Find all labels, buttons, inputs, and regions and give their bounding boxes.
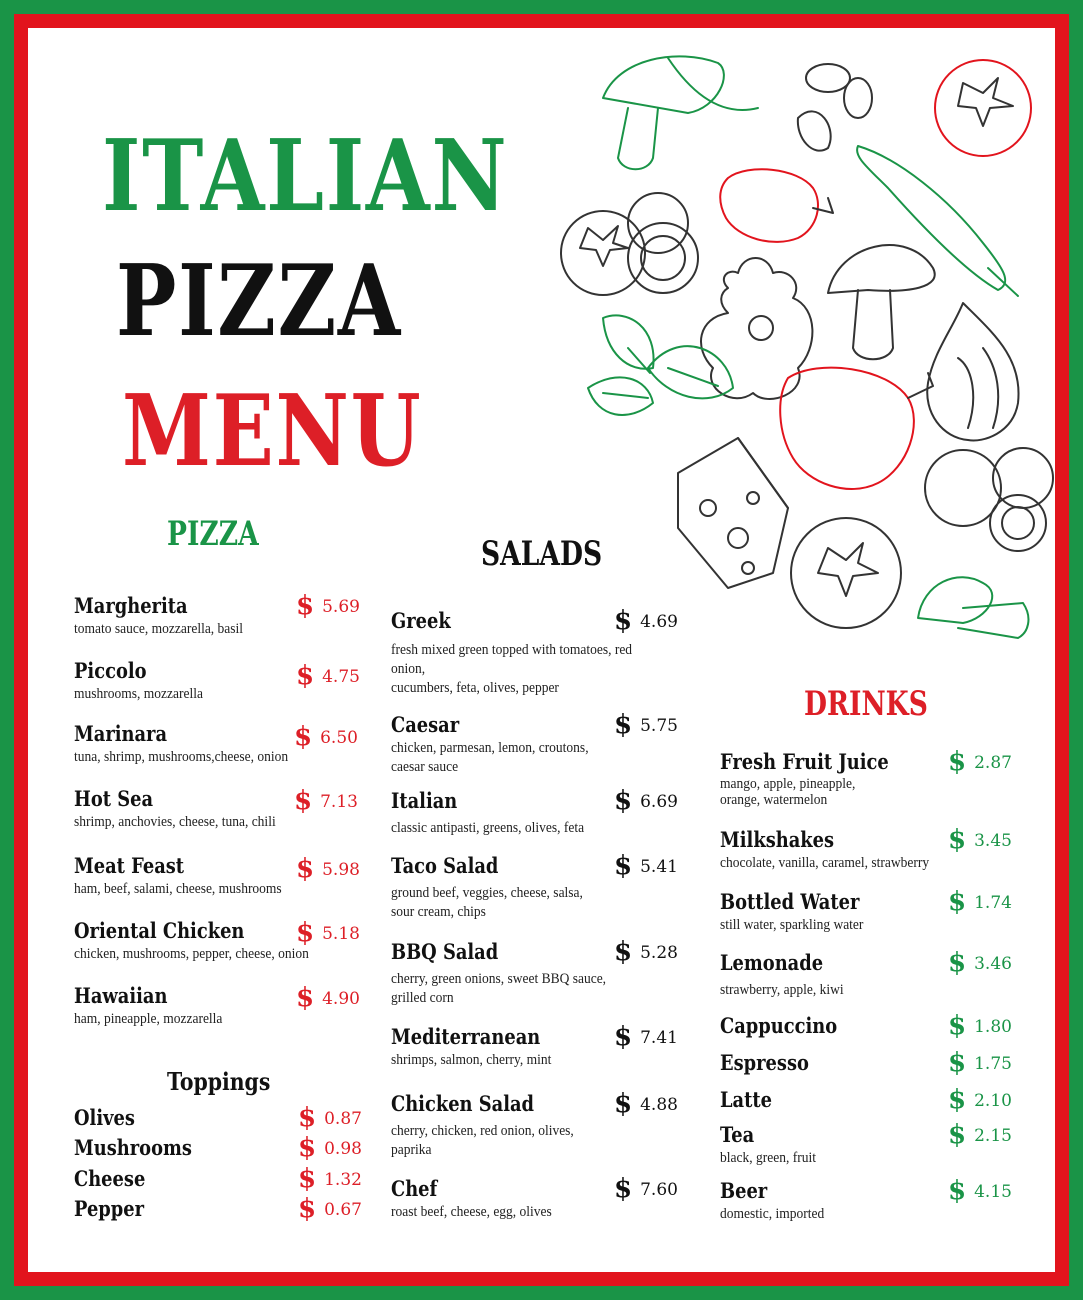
item-desc: tuna, shrimp, mushrooms,cheese, onion — [74, 749, 289, 765]
item-desc: still water, sparkling water — [720, 917, 864, 933]
currency-symbol: $ — [296, 661, 315, 691]
item-price — [948, 825, 1012, 855]
price-value: 2.87 — [974, 753, 1012, 773]
item-name: Chicken Salad — [391, 1091, 535, 1116]
price-value: 6.69 — [640, 792, 678, 812]
currency-symbol: $ — [298, 1164, 317, 1194]
item-name: Tea — [720, 1122, 755, 1147]
list-item — [720, 1051, 825, 1075]
item-name: Italian — [391, 788, 458, 813]
price-value: 7.41 — [640, 1028, 678, 1048]
price-value: 1.75 — [974, 1054, 1012, 1074]
item-desc: mango, apple, pineapple, orange, watermelon — [720, 776, 856, 808]
currency-symbol: $ — [948, 747, 967, 777]
item-price — [614, 1174, 678, 1204]
price-value: 3.45 — [974, 831, 1012, 851]
price-value: 0.87 — [324, 1109, 362, 1129]
item-price — [294, 786, 358, 816]
currency-symbol: $ — [294, 722, 313, 752]
mushroom-icon — [918, 577, 1028, 638]
list-item — [391, 1025, 569, 1070]
price-value: 2.15 — [974, 1126, 1012, 1146]
item-desc: classic antipasti, greens, olives, feta — [391, 820, 585, 836]
item-name: Greek — [391, 608, 451, 633]
list-item — [74, 594, 262, 639]
toppings-heading: Toppings — [167, 1067, 271, 1096]
price-value: 7.13 — [320, 792, 358, 812]
price-value: 5.18 — [322, 924, 360, 944]
pizza-heading: PIZZA — [167, 514, 259, 554]
item-price — [614, 710, 678, 740]
item-name: Bottled Water — [720, 889, 860, 914]
list-item — [391, 854, 604, 922]
currency-symbol: $ — [298, 1194, 317, 1224]
price-value: 5.28 — [640, 943, 678, 963]
currency-symbol: $ — [614, 1174, 633, 1204]
title-italian: ITALIAN — [102, 119, 509, 234]
onion-icon — [927, 303, 1018, 441]
tomato-icon — [561, 193, 698, 295]
price-value: 3.46 — [974, 954, 1012, 974]
item-desc: black, green, fruit — [720, 1150, 816, 1166]
item-name: Fresh Fruit Juice — [720, 749, 889, 774]
currency-symbol: $ — [614, 937, 633, 967]
currency-symbol: $ — [296, 854, 315, 884]
price-value: 4.15 — [974, 1182, 1012, 1202]
item-name: Marinara — [74, 721, 168, 746]
item-price — [296, 918, 360, 948]
list-item — [720, 1123, 827, 1168]
mushroom-icon — [828, 245, 935, 359]
price-value: 6.50 — [320, 728, 358, 748]
currency-symbol: $ — [294, 786, 313, 816]
item-name: Cappuccino — [720, 1013, 838, 1038]
list-item — [74, 984, 239, 1029]
currency-symbol: $ — [948, 1120, 967, 1150]
item-desc: tomato sauce, mozzarella, basil — [74, 621, 244, 637]
currency-symbol: $ — [948, 948, 967, 978]
item-desc: ground beef, veggies, cheese, salsa, sour cream, chips — [391, 885, 583, 920]
item-desc: shrimps, salmon, cherry, mint — [391, 1052, 552, 1068]
list-item — [720, 828, 952, 873]
item-price — [298, 1103, 362, 1133]
tomato-icon — [925, 448, 1053, 551]
item-price — [948, 887, 1012, 917]
item-price — [298, 1133, 362, 1163]
item-desc: cherry, green onions, sweet BBQ sauce, grilled corn — [391, 971, 607, 1006]
title-menu: MENU — [122, 374, 423, 489]
list-item — [720, 1179, 836, 1224]
currency-symbol: $ — [948, 1085, 967, 1115]
item-name: Cheese — [74, 1166, 146, 1191]
chili-icon — [857, 146, 1018, 296]
list-item — [74, 1197, 156, 1221]
currency-symbol: $ — [296, 918, 315, 948]
currency-symbol: $ — [614, 1089, 633, 1119]
item-name: Chef — [391, 1176, 438, 1201]
item-desc: fresh mixed green topped with tomatoes, red onion, cucumbers, feta, olives, pepper — [391, 642, 633, 696]
item-price — [614, 786, 678, 816]
list-item — [720, 951, 857, 1000]
list-item — [720, 1014, 858, 1038]
item-price — [614, 606, 678, 636]
item-name: BBQ Salad — [391, 939, 499, 964]
tomato-icon — [791, 518, 901, 628]
currency-symbol: $ — [948, 1011, 967, 1041]
currency-symbol: $ — [948, 887, 967, 917]
pepper-icon — [780, 368, 933, 489]
garlic-icon — [701, 258, 812, 399]
currency-symbol: $ — [948, 1176, 967, 1206]
price-value: 2.10 — [974, 1091, 1012, 1111]
item-name: Piccolo — [74, 658, 147, 683]
list-item — [391, 940, 630, 1008]
price-value: 5.69 — [322, 597, 360, 617]
menu-page — [28, 28, 1055, 1272]
tomato-icon — [935, 60, 1031, 156]
item-name: Mushrooms — [74, 1135, 192, 1160]
price-value: 4.75 — [322, 667, 360, 687]
item-name: Meat Feast — [74, 853, 185, 878]
price-value: 1.32 — [324, 1170, 362, 1190]
list-item — [74, 854, 305, 899]
pepper-icon — [720, 169, 833, 242]
currency-symbol: $ — [614, 606, 633, 636]
item-name: Margherita — [74, 593, 188, 618]
price-value: 7.60 — [640, 1180, 678, 1200]
item-name: Beer — [720, 1178, 768, 1203]
list-item — [74, 659, 217, 704]
item-name: Espresso — [720, 1050, 809, 1075]
price-value: 5.41 — [640, 857, 678, 877]
item-name: Taco Salad — [391, 853, 499, 878]
item-price — [614, 851, 678, 881]
olive-icon — [798, 64, 872, 151]
item-price — [948, 1176, 1012, 1206]
salads-heading: SALADS — [481, 534, 603, 574]
list-item — [720, 750, 919, 808]
item-price — [948, 1120, 1012, 1150]
price-value: 4.90 — [322, 989, 360, 1009]
currency-symbol: $ — [298, 1103, 317, 1133]
item-price — [298, 1194, 362, 1224]
item-price — [614, 1089, 678, 1119]
item-desc: cherry, chicken, red onion, olives, paprika — [391, 1123, 574, 1158]
item-name: Mediterranean — [391, 1024, 541, 1049]
currency-symbol: $ — [296, 591, 315, 621]
item-desc: ham, beef, salami, cheese, mushrooms — [74, 881, 282, 897]
list-item — [74, 787, 298, 832]
item-price — [614, 937, 678, 967]
price-value: 0.98 — [324, 1139, 362, 1159]
item-price — [948, 1011, 1012, 1041]
list-item — [391, 789, 606, 838]
currency-symbol: $ — [296, 983, 315, 1013]
list-item — [74, 1167, 158, 1191]
item-desc: roast beef, cheese, egg, olives — [391, 1204, 552, 1220]
price-value: 1.80 — [974, 1017, 1012, 1037]
list-item — [391, 1177, 570, 1222]
item-price — [296, 661, 360, 691]
list-item — [74, 1136, 213, 1160]
item-price — [614, 1022, 678, 1052]
item-price — [296, 591, 360, 621]
cheese-icon — [678, 438, 788, 588]
item-name: Hawaiian — [74, 983, 168, 1008]
mushroom-icon — [603, 56, 724, 169]
item-desc: domestic, imported — [720, 1206, 825, 1222]
item-name: Lemonade — [720, 950, 824, 975]
list-item — [720, 890, 884, 935]
item-name: Pepper — [74, 1196, 145, 1221]
drinks-heading: DRINKS — [804, 684, 928, 724]
item-name: Oriental Chicken — [74, 918, 245, 943]
currency-symbol: $ — [614, 786, 633, 816]
item-price — [298, 1164, 362, 1194]
item-desc: chicken, mushrooms, pepper, cheese, onion — [74, 946, 309, 962]
item-price — [948, 747, 1012, 777]
currency-symbol: $ — [948, 825, 967, 855]
item-desc: chicken, parmesan, lemon, croutons, caesar sauce — [391, 740, 589, 775]
list-item — [720, 1088, 781, 1112]
item-price — [948, 1048, 1012, 1078]
price-value: 4.88 — [640, 1095, 678, 1115]
item-price — [294, 722, 358, 752]
item-price — [296, 983, 360, 1013]
list-item — [391, 1092, 594, 1160]
item-desc: chocolate, vanilla, caramel, strawberry — [720, 855, 930, 871]
item-name: Milkshakes — [720, 827, 835, 852]
item-price — [948, 1085, 1012, 1115]
price-value: 5.75 — [640, 716, 678, 736]
item-desc: ham, pineapple, mozzarella — [74, 1011, 223, 1027]
title-pizza: PIZZA — [116, 244, 402, 359]
price-value: 1.74 — [974, 893, 1012, 913]
item-name: Latte — [720, 1087, 772, 1112]
price-value: 5.98 — [322, 860, 360, 880]
list-item — [74, 1106, 146, 1130]
list-item — [391, 713, 611, 777]
currency-symbol: $ — [614, 851, 633, 881]
price-value: 0.67 — [324, 1200, 362, 1220]
currency-symbol: $ — [948, 1048, 967, 1078]
item-name: Hot Sea — [74, 786, 154, 811]
price-value: 4.69 — [640, 612, 678, 632]
list-item — [74, 722, 312, 767]
item-name: Caesar — [391, 712, 460, 737]
mushroom-icon — [668, 58, 758, 110]
item-desc: shrimp, anchovies, cheese, tuna, chili — [74, 814, 276, 830]
item-desc: mushrooms, mozzarella — [74, 686, 203, 702]
item-price — [296, 854, 360, 884]
currency-symbol: $ — [614, 710, 633, 740]
currency-symbol: $ — [298, 1133, 317, 1163]
item-desc: strawberry, apple, kiwi — [720, 982, 844, 998]
item-price — [948, 948, 1012, 978]
item-name: Olives — [74, 1105, 135, 1130]
currency-symbol: $ — [614, 1022, 633, 1052]
